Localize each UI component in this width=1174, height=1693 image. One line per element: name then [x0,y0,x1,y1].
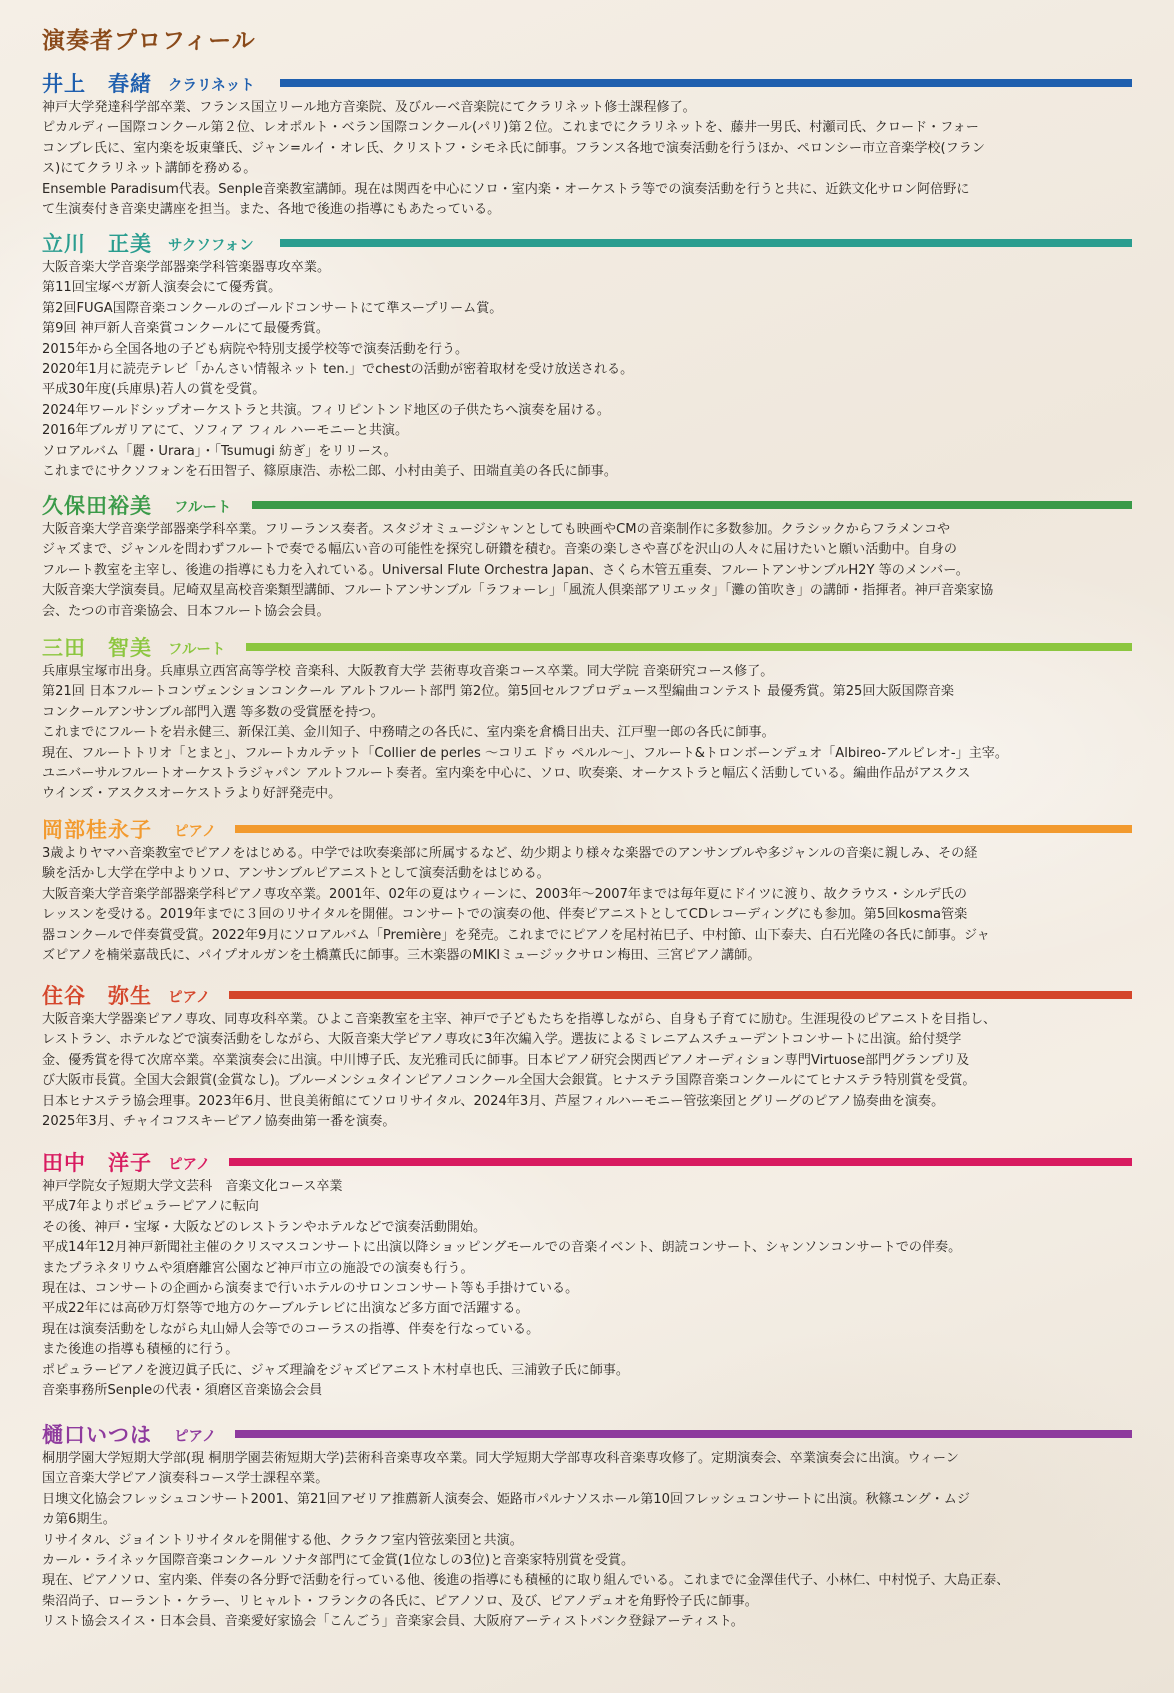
bio-line: 現在は、コンサートの企画から演奏まで行いホテルのサロンコンサート等も手掛けている。 [42,1281,579,1297]
bio-line: び大阪市長賞。全国大会銀賞(金賞なし)。ブルーメンシュタインピアノコンクール全国大会銀賞。ヒナステラ国際音楽コンクールにてヒナステラ特別賞を受賞。 [42,1073,976,1089]
profile-section [42,1147,1132,1401]
header-rule [229,991,1132,999]
bio-line: 大阪音楽大学音楽学部器楽学科管楽器専攻卒業。 [42,260,331,275]
bio-line: 現在は演奏活動をしながら丸山婦人会等でのコーラスの指導、伴奏を行なっている。 [42,1321,540,1337]
bio-line: カ第6期生。 [42,1512,116,1528]
bio-line: 平成14年12月神戸新聞社主催のクリスマスコンサートに出演以降ショッピングモールでの音楽イベント、朗読コンサート、シャンソンコンサートでの伴奏。 [42,1240,962,1256]
bio-line: 平成30年度(兵庫県)若人の賞を受賞。 [42,382,266,398]
bio-line: 2016年ブルガリアにて、ソフィア フィル ハーモニーと共演。 [42,423,409,439]
biography [42,520,1132,622]
bio-line: カール・ライネッケ国際音楽コンクール ソナタ部門にて金賞(1位なしの3位)と音楽家特別賞を受賞。 [42,1553,635,1569]
profile-header [42,980,1132,1010]
bio-line: 兵庫県宝塚市出身。兵庫県立西宮高等学校 音楽科、大阪教育大学 芸術専攻音楽コース卒業。同大学院 音楽研究コース修了。 [42,664,774,679]
bio-line: 神戸大学発達科学部卒業、フランス国立リール地方音楽院、及びルーベ音楽院にてクラリネット修士課程修了。 [42,100,696,115]
bio-line: ユニバーサルフルートオーケストラジャパン アルトフルート奏者。室内楽を中心に、ソロ、吹奏楽、オーケストラと幅広く活動している。編曲作品がアスクス [42,766,971,782]
profile-header [42,68,1132,98]
bio-line: 第9回 神戸新人音楽賞コンクールにて最優秀賞。 [42,321,329,337]
performer-name: 田中 洋子 [42,1151,152,1175]
bio-line: その後、神戸・宝塚・大阪などのレストランやホテルなどで演奏活動開始。 [42,1219,487,1235]
profile-section [42,814,1132,966]
bio-line: ジャズまで、ジャンルを問わずフルートで奏でる幅広い音の可能性を探究し研鑽を積む。音楽の楽しさや喜びを沢山の人々に届けたいと願い活動中。自身の [42,542,957,558]
bio-line: リサイタル、ジョイントリサイタルを開催する他、クラクフ室内管弦楽団と共演。 [42,1532,523,1548]
instrument-label: フルート [174,500,232,516]
performer-name: 樋口いつは [42,1423,152,1447]
bio-line: 器コンクールで伴奏賞受賞。2022年9月にソロアルバム「Première」を発売。これまでにピアノを尾村祐巳子、中村節、山下泰夫、白石光隆の各氏に師事。ジャ [42,927,990,943]
bio-line: これまでにサクソフォンを石田智子、篠原康浩、赤松二郎、小村由美子、田端直美の各氏に師事。 [42,464,617,480]
biography [42,662,1132,805]
biography [42,1177,1132,1401]
header-rule [235,825,1132,833]
page-title: 演奏者プロフィール [42,28,256,54]
profile-section [42,1419,1132,1633]
header-rule [280,79,1132,87]
instrument-label: ピアノ [168,990,211,1006]
header-rule [280,239,1132,247]
instrument-label: サクソフォン [168,238,254,254]
bio-line: て生演奏付き音楽史講座を担当。また、各地で後進の指導にもあたっている。 [42,202,501,218]
bio-line: 国立音楽大学ピアノ演奏科コース学士課程卒業。 [42,1471,329,1487]
instrument-label: フルート [168,642,226,658]
biography [42,844,1132,966]
bio-line: 日墺文化協会フレッシュコンサート2001、第21回アゼリア推薦新人演奏会、姫路市パルナソスホール第10回フレッシュコンサートに出演。秋篠ユング・ムジ [42,1491,970,1507]
bio-line: 現在、フルートトリオ「とまと」、フルートカルテット「Collier de perles ～コリエ ドゥ ペルル～」、フルート&トロンボーンデュオ「Albireo-アルビレオ-」主宰。 [42,745,1008,761]
bio-line: 会、たつの市音楽協会、日本フルート協会会員。 [42,603,330,619]
bio-line: 日本ヒナステラ協会理事。2023年6月、世良美術館にてソロリサイタル、2024年3月、芦屋フィルハーモニー管弦楽団とグリーグのピアノ協奏曲を演奏。 [42,1093,945,1109]
bio-line: 2025年3月、チャイコフスキーピアノ協奏曲第一番を演奏。 [42,1114,396,1130]
bio-line: 験を活かし大学在学中よりソロ、アンサンブルピアニストとして演奏活動をはじめる。 [42,866,550,882]
bio-line: レッスンを受ける。2019年までに３回のリサイタルを開催。コンサートでの演奏の他、伴奏ピアニストとしてCDレコーディングにも参加。第5回kosma管楽 [42,907,968,923]
bio-line: 第2回FUGA国際音楽コンクールのゴールドコンサートにて準スープリーム賞。 [42,300,503,316]
profile-header [42,228,1132,258]
bio-line: ポピュラーピアノを渡辺眞子氏に、ジャズ理論をジャズピアニスト木村卓也氏、三浦敦子氏に師事。 [42,1362,629,1378]
bio-line: 桐朋学園大学短期大学部(現 桐朋学園芸術短期大学)芸術科音楽専攻卒業。同大学短期大学部専攻科音楽専攻修了。定期演奏会、卒業演奏会に出演。ウィーン [42,1451,959,1466]
bio-line: 現在、ピアノソロ、室内楽、伴奏の各分野で活動を行っている他、後進の指導にも積極的に取り組んでいる。これまでに金澤佳代子、小林仁、中村悦子、大島正泰、 [42,1573,1010,1589]
bio-line: コンブレ氏に、室内楽を坂東肇氏、ジャン=ルイ・オレ氏、クリストフ・シモネ氏に師事。フランス各地で演奏活動を行うほか、ペロンシー市立音楽学校(フラン [42,140,985,156]
bio-line: ス)にてクラリネット講師を務める。 [42,161,257,177]
bio-line: ウインズ・アスクスオーケストラより好評発売中。 [42,786,342,802]
performer-name: 久保田裕美 [42,494,152,518]
bio-line: また後進の指導も積極的に行う。 [42,1342,239,1358]
bio-line: 柴沼尚子、ローラント・ケラー、リヒャルト・フランクの各氏に、ピアノソロ、及び、ピアノデュオを角野怜子氏に師事。 [42,1593,758,1609]
bio-line: 大阪音楽大学演奏員。尼崎双星高校音楽類型講師、フルートアンサンブル「ラフォーレ」「風流人倶楽部アリエッタ」「灘の笛吹き」の講師・指揮者。神戸音楽家協 [42,583,994,599]
instrument-label: ピアノ [174,824,217,840]
bio-line: ズピアノを楠栄嘉哉氏に、パイプオルガンを土橋薫氏に師事。三木楽器のMIKIミュージックサロン梅田、三宮ピアノ講師。 [42,948,761,964]
bio-line: 2015年から全国各地の子ども病院や特別支援学校等で演奏活動を行う。 [42,341,469,357]
performer-name: 住谷 弥生 [42,984,152,1008]
profile-section [42,228,1132,482]
header-rule [235,1430,1132,1438]
bio-line: Ensemble Paradisum代表。Senple音楽教室講師。現在は関西を中心にソロ・室内楽・オーケストラ等での演奏活動を行うと共に、近鉄文化サロン阿倍野に [42,181,970,197]
bio-line: 神戸学院女子短期大学文芸科 音楽文化コース卒業 [42,1179,343,1194]
performer-name: 立川 正美 [42,232,152,256]
bio-line: 平成22年には高砂万灯祭等で地方のケーブルテレビに出演など多方面で活躍する。 [42,1301,529,1317]
header-rule [252,501,1132,509]
bio-line: リスト協会スイス・日本会員、音楽愛好家協会「こんごう」音楽家会員、大阪府アーティストバンク登録アーティスト。 [42,1614,744,1630]
bio-line: ソロアルバム「麗・Urara」・「Tsumugi 紡ぎ」をリリース。 [42,443,397,459]
profile-section [42,490,1132,622]
biography [42,1010,1132,1132]
profile-section [42,980,1132,1132]
bio-line: 大阪音楽大学音楽学部器楽学科ピアノ専攻卒業。2001年、02年の夏はウィーンに、2003年～2007年までは毎年夏にドイツに渡り、故クラウス・シルデ氏の [42,886,967,902]
instrument-label: ピアノ [168,1157,211,1173]
profile-header [42,632,1132,662]
header-rule [229,1158,1132,1166]
profile-header [42,1147,1132,1177]
bio-line: これまでにフルートを岩永健三、新保江美、金川知子、中務晴之の各氏に、室内楽を倉橋日出夫、江戸聖一郎の各氏に師事。 [42,725,775,741]
bio-line: 2024年ワールドシップオーケストラと共演。フィリピントンド地区の子供たちへ演奏を届ける。 [42,402,610,418]
profile-header [42,814,1132,844]
performer-name: 岡部桂永子 [42,818,152,842]
bio-line: コンクールアンサンブル部門入選 等多数の受賞歴を持つ。 [42,704,384,720]
bio-line: 大阪音楽大学器楽ピアノ専攻、同専攻科卒業。ひよこ音楽教室を主宰、神戸で子どもたちを指導しながら、自身も子育てに励む。生涯現役のピアニストを目指し、 [42,1012,997,1027]
bio-line: 金、優秀賞を得て次席卒業。卒業演奏会に出演。中川博子氏、友光雅司氏に師事。日本ピアノ研究会関西ピアノオーディション専門Virtuose部門グランプリ及 [42,1052,970,1068]
profile-section [42,632,1132,805]
header-rule [246,643,1132,651]
bio-line: レストラン、ホテルなどで演奏活動をしながら、大阪音楽大学ピアノ専攻に3年次編入学。選抜によるミレニアムスチューデントコンサートに出演。給付奨学 [42,1032,962,1048]
bio-line: 第21回 日本フルートコンヴェンションコンクール アルトフルート部門 第2位。第5回セルフプロデュース型編曲コンテスト 最優秀賞。第25回大阪国際音楽 [42,684,955,700]
performer-name: 三田 智美 [42,636,152,660]
bio-line: ピカルディー国際コンクール第２位、レオポルト・ベラン国際コンクール(パリ)第２位。これまでにクラリネットを、藤井一男氏、村瀬司氏、クロード・フォー [42,120,979,136]
biography [42,1449,1132,1633]
biography [42,98,1132,220]
bio-line: 大阪音楽大学音楽学部器楽学科卒業。フリーランス奏者。スタジオミュージシャンとしても映画やCMの音楽制作に多数参加。クラシックからフラメンコや [42,522,951,537]
instrument-label: ピアノ [174,1429,217,1445]
performer-name: 井上 春緒 [42,72,152,96]
bio-line: 2020年1月に読売テレビ「かんさい情報ネット ten.」でchestの活動が密着取材を受け放送される。 [42,362,634,378]
instrument-label: クラリネット [168,78,255,94]
profile-header [42,1419,1132,1449]
bio-line: 3歳よりヤマハ音楽教室でピアノをはじめる。中学では吹奏楽部に所属するなど、幼少期より様々な楽器でのアンサンブルや多ジャンルの音楽に親しみ、その経 [42,846,978,861]
bio-line: フルート教室を主宰し、後進の指導にも力を入れている。Universal Flute Orchestra Japan、さくら木管五重奏、フルートアンサンブルH2Y 等のメンバー。 [42,562,969,578]
biography [42,258,1132,482]
bio-line: 平成7年よりポピュラーピアノに転向 [42,1199,259,1215]
bio-line: またプラネタリウムや須磨離宮公園など神戸市立の施設での演奏も行う。 [42,1260,474,1276]
profile-header [42,490,1132,520]
bio-line: 音楽事務所Senpleの代表・須磨区音楽協会会員 [42,1383,323,1399]
profile-section [42,68,1132,220]
bio-line: 第11回宝塚ベガ新人演奏会にて優秀賞。 [42,280,282,296]
